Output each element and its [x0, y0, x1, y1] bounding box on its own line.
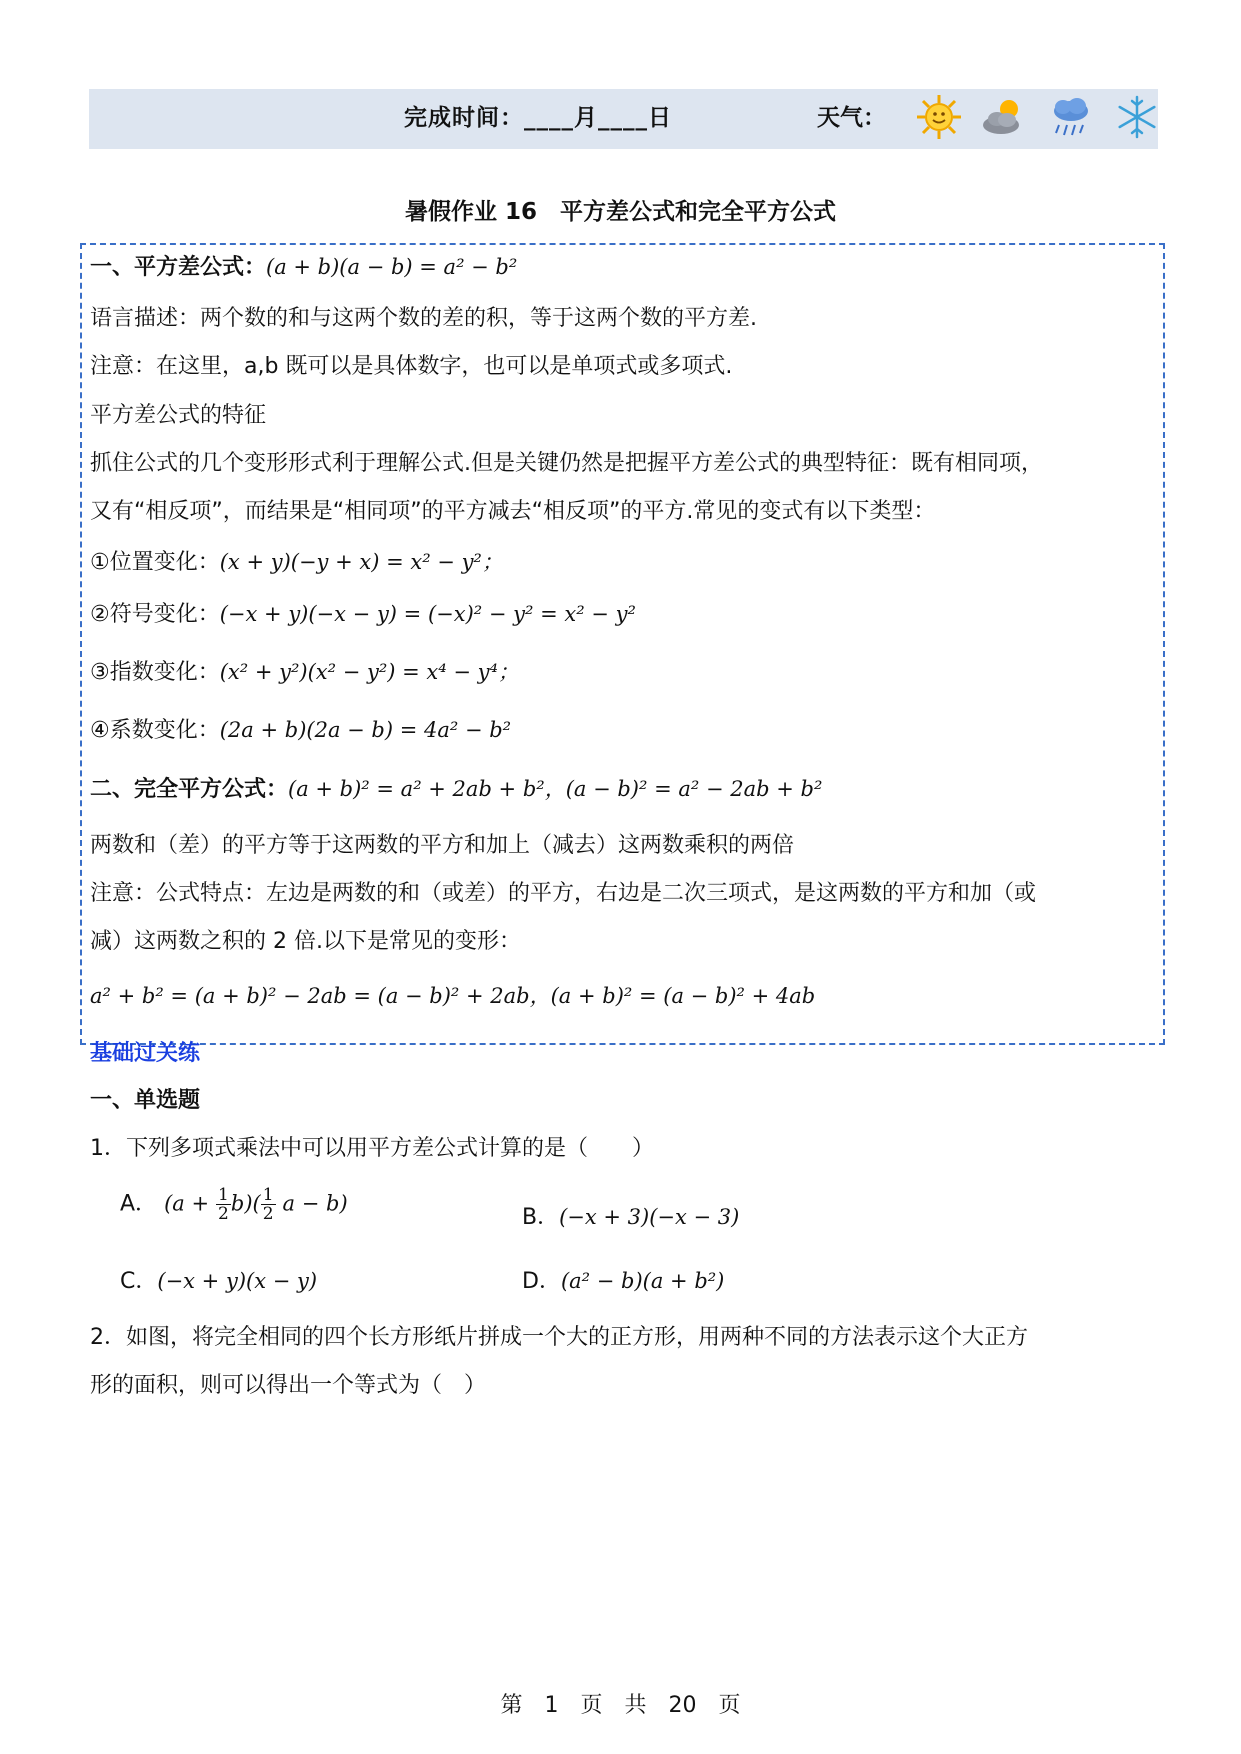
header-bar — [89, 89, 1158, 149]
question-1: 1．下列多项式乘法中可以用平方差公式计算的是（ ） — [90, 1136, 654, 1161]
q1-option-c-label: C． — [120, 1269, 158, 1294]
q1-option-a-part3: a − b) — [282, 1191, 348, 1216]
practice-heading: 基础过关练 — [90, 1041, 201, 1066]
variant-sign — [90, 597, 636, 628]
q1-option-c-formula: (−x + y)(x − y) — [157, 1269, 318, 1293]
completion-time-label: 完成时间：____月____日 — [404, 105, 672, 131]
practice-subheading: 一、单选题 — [90, 1088, 201, 1113]
variant-coefficient — [90, 713, 511, 744]
variant-position — [90, 545, 503, 576]
variant-sign-label: ②符号变化： — [90, 602, 220, 627]
section2-note-p1: 注意：公式特点：左边是两数的和（或差）的平方，右边是二次三项式，是这两数的平方和加（或 — [90, 881, 1037, 906]
q1-option-a-part2: b)( — [230, 1191, 261, 1216]
question-2-line-1: 2．如图，将完全相同的四个长方形纸片拼成一个大的正方形，用两种不同的方法表示这个大正方 — [90, 1325, 1029, 1350]
section1-feature-title: 平方差公式的特征 — [90, 403, 267, 428]
snowflake-icon — [1113, 93, 1161, 141]
variant-exponent-label: ③指数变化： — [90, 660, 220, 685]
q1-option-d-label: D． — [522, 1269, 561, 1294]
fraction-denominator: 2 — [262, 1204, 274, 1224]
q1-option-a-label: A． — [120, 1191, 158, 1217]
section2-heading-line — [90, 772, 822, 803]
q1-option-a — [120, 1186, 348, 1223]
section2-note-p2: 减）这两数之积的 2 倍.以下是常见的变形： — [90, 929, 521, 954]
q1-option-b-label: B． — [522, 1205, 560, 1230]
q1-option-c — [120, 1264, 317, 1295]
variant-position-label: ①位置变化： — [90, 550, 220, 575]
section2-heading: 二、完全平方公式： — [90, 777, 289, 802]
section1-feature-p1: 抓住公式的几个变形形式利于理解公式.但是关键仍然是把握平方差公式的典型特征：既有相同项， — [90, 451, 1043, 476]
section1-desc: 语言描述：两个数的和与这两个数的差的积，等于这两个数的平方差. — [90, 306, 757, 331]
q1-option-a-fraction-1 — [216, 1186, 231, 1223]
fraction-numerator: 1 — [218, 1185, 229, 1205]
section2-variants-formula: a² + b² = (a + b)² − 2ab = (a − b)² + 2ab，(a + b)² = (a − b)² + 4ab — [90, 984, 816, 1008]
q1-option-b — [522, 1200, 739, 1231]
q1-option-a-fraction-2 — [261, 1186, 276, 1223]
section1-feature-p2: 又有“相反项”，而结果是“相同项”的平方减去“相反项”的平方.常见的变式有以下类型： — [90, 499, 936, 524]
question-2-line-2: 形的面积，则可以得出一个等式为（ ） — [90, 1373, 487, 1398]
q1-option-d-formula: (a² − b)(a + b²) — [560, 1269, 725, 1293]
q1-option-b-formula: (−x + 3)(−x − 3) — [559, 1205, 740, 1229]
section1-note: 注意：在这里，a,b 既可以是具体数字，也可以是单项式或多项式. — [90, 354, 733, 379]
section2-variants — [90, 980, 815, 1010]
sun-icon — [915, 93, 963, 141]
cloudy-sun-icon — [979, 93, 1027, 141]
q1-option-d — [522, 1264, 724, 1295]
variant-coefficient-label: ④系数变化： — [90, 718, 220, 743]
q1-option-a-part1: (a + — [164, 1191, 210, 1216]
fraction-numerator: 1 — [262, 1185, 274, 1205]
page-footer: 第 1 页 共 20 页 — [500, 1693, 741, 1718]
section2-formula: (a + b)² = a² + 2ab + b²，(a − b)² = a² − 2ab + b² — [288, 777, 823, 801]
variant-coefficient-formula: (2a + b)(2a − b) = 4a² − b² — [219, 718, 512, 742]
variant-exponent — [90, 655, 519, 686]
section2-desc: 两数和（差）的平方等于这两数的平方和加上（减去）这两数乘积的两倍 — [90, 833, 795, 858]
variant-position-formula: (x + y)(−y + x) = x² − y²； — [219, 550, 503, 574]
variant-sign-formula: (−x + y)(−x − y) = (−x)² − y² = x² − y² — [219, 602, 636, 626]
variant-exponent-formula: (x² + y²)(x² − y²) = x⁴ − y⁴； — [219, 660, 519, 684]
fraction-denominator: 2 — [218, 1204, 229, 1224]
weather-label: 天气： — [817, 105, 886, 131]
rain-icon — [1047, 93, 1095, 141]
section1-heading-line — [90, 250, 517, 281]
section1-formula: (a + b)(a − b) = a² − b² — [266, 255, 518, 279]
page-title: 暑假作业 16 平方差公式和完全平方公式 — [404, 199, 836, 225]
section1-heading: 一、平方差公式： — [90, 255, 267, 280]
